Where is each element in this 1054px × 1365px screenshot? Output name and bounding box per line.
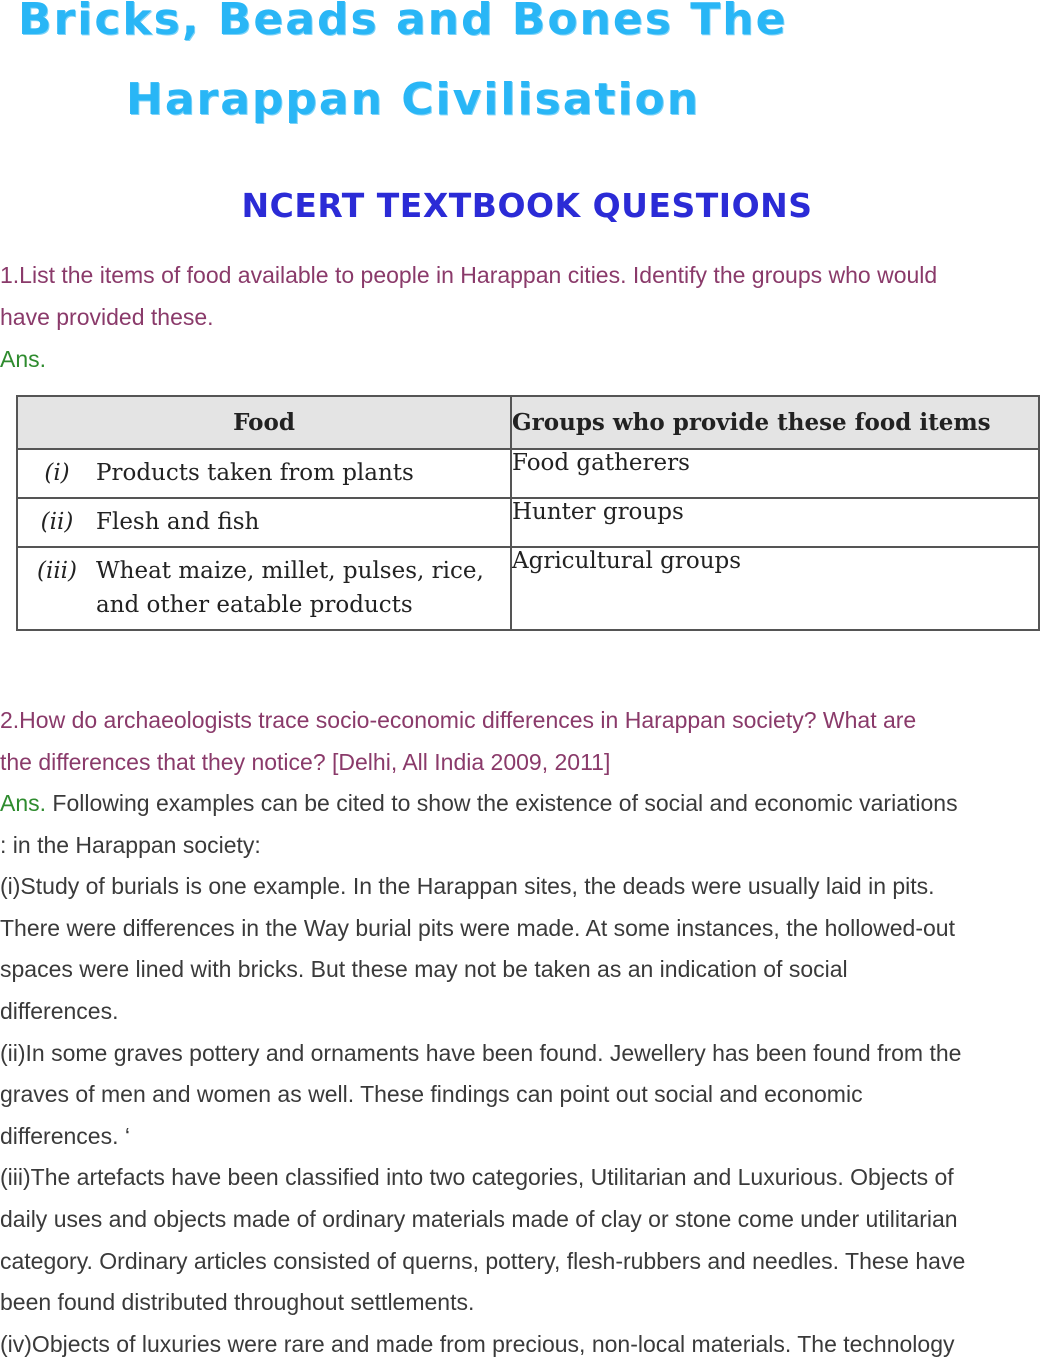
paragraph-ii-line-2: graves of men and women as well. These findings can point out social and economic [0, 1081, 863, 1108]
paragraph-i-line-3: spaces were lined with bricks. But these may not be taken as an indication of social [0, 956, 848, 983]
answer-2-text: Following examples can be cited to show the existence of social and economic variations [46, 790, 958, 816]
table-cell-group: Agricultural groups [511, 547, 1039, 630]
answer-2 [0, 783, 1054, 1365]
food-item-line-2: and other eatable products [96, 591, 413, 618]
question-2-line-1: 2.How do archaeologists trace socio-economic differences in Harappan society? What are [0, 707, 917, 733]
row-number: (iii) [36, 557, 77, 584]
food-table [16, 395, 1040, 631]
paragraph-iii-line-4: been found distributed throughout settlements. [0, 1289, 475, 1316]
paragraph-i-line-4: differences. [0, 997, 119, 1024]
question-2-line-2: the differences that they notice? [Delhi, All India 2009, 2011] [0, 749, 611, 775]
paragraph-ii-line-1: (ii)In some graves pottery and ornaments have been found. Jewellery has been found from the [0, 1039, 962, 1066]
table-cell-group: Hunter groups [511, 498, 1039, 547]
table-header-row [17, 396, 1039, 449]
row-number: (ii) [40, 508, 74, 535]
question-1 [0, 254, 1054, 380]
paragraph-i-line-2: There were differences in the Way burial pits were made. At some instances, the hollowed-out [0, 914, 955, 941]
question-1-line-1: 1.List the items of food available to people in Harappan cities. Identify the groups who would [0, 262, 938, 288]
food-item-line-1: Wheat maize, millet, pulses, rice, [96, 557, 484, 584]
paragraph-iii-line-3: category. Ordinary articles consisted of querns, pottery, flesh-rubbers and needles. These have [0, 1247, 966, 1274]
question-2 [0, 699, 1054, 783]
answer-2-line-2: : in the Harappan society: [0, 831, 261, 858]
table-row [17, 449, 1039, 498]
page-title-line-1: Bricks, Beads and Bones The [18, 0, 788, 45]
table-row [17, 547, 1039, 630]
paragraph-iii-line-1: (iii)The artefacts have been classified into two categories, Utilitarian and Luxurious. Objects of [0, 1164, 954, 1191]
row-number: (i) [44, 459, 70, 486]
food-item: Products taken from plants [96, 459, 414, 486]
table-cell-food [17, 547, 511, 630]
paragraph-ii-line-3: differences. ‘ [0, 1122, 130, 1149]
paragraph-iii-line-2: daily uses and objects made of ordinary materials made of clay or stone come under utilitarian [0, 1205, 958, 1232]
table-header-food: Food [17, 396, 511, 449]
question-1-line-2: have provided these. [0, 304, 214, 330]
answer-1-label: Ans. [0, 346, 47, 372]
table-cell-food [17, 449, 511, 498]
table-header-groups: Groups who provide these food items [511, 396, 1039, 449]
answer-2-line-1 [0, 783, 1054, 825]
food-item: Flesh and fish [96, 508, 260, 535]
paragraph-i-line-1: (i)Study of burials is one example. In the Harappan sites, the deads were usually laid in pits. [0, 873, 935, 900]
page-title-line-2: Harappan Civilisation [126, 74, 701, 125]
paragraph-iv-line-1: (iv)Objects of luxuries were rare and made from precious, non-local materials. The technology [0, 1330, 955, 1357]
food-item [96, 548, 484, 622]
answer-2-label: Ans. [0, 790, 47, 816]
section-heading: NCERT TEXTBOOK QUESTIONS [241, 186, 813, 225]
table-cell-group: Food gatherers [511, 449, 1039, 498]
table-row [17, 498, 1039, 547]
table-cell-food [17, 498, 511, 547]
